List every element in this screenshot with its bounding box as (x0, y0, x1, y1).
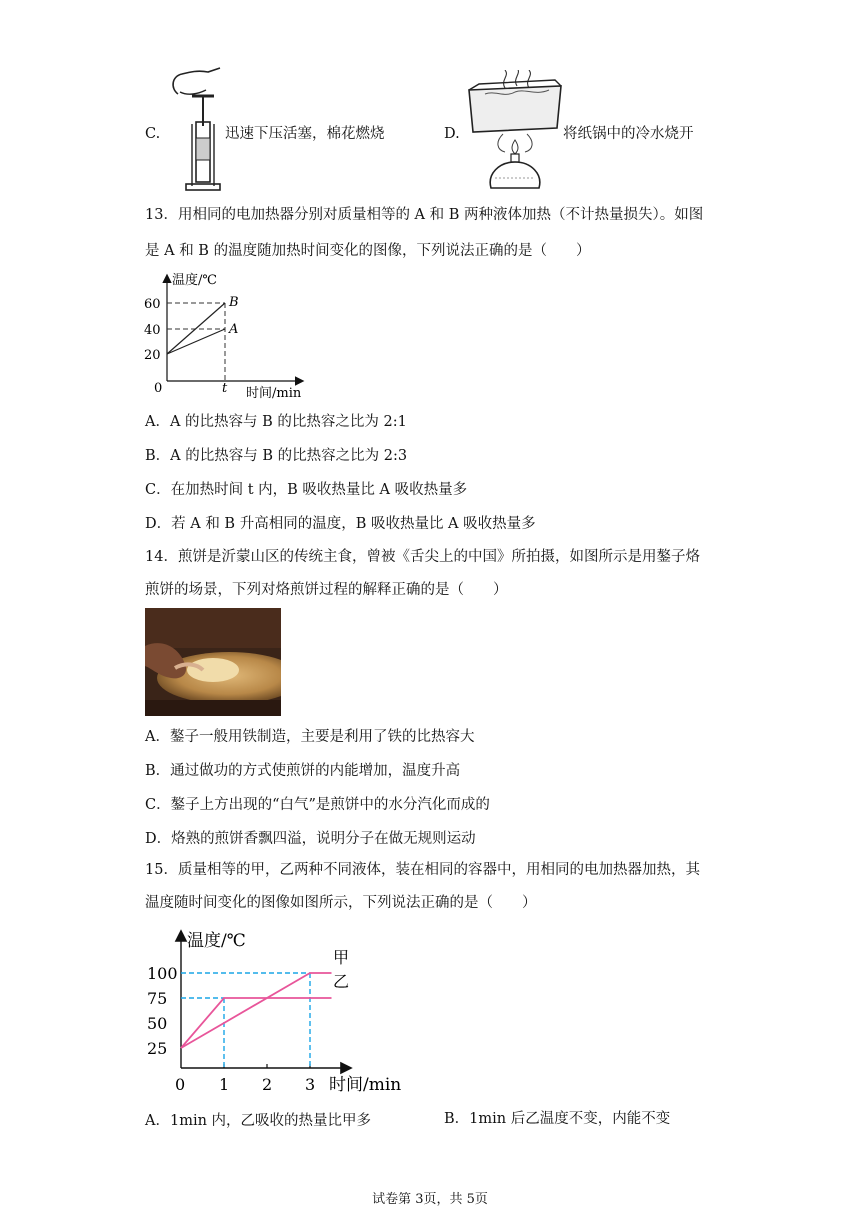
q14-option-b: B．通过做功的方式使煎饼的内能增加，温度升高 (145, 763, 461, 779)
q15-stem-line2: 温度随时间变化的图像如图所示，下列说法正确的是（ ） (145, 895, 537, 911)
chart1-origin-label: 0 (154, 381, 163, 396)
q15-stem-line1: 15．质量相等的甲，乙两种不同液体，装在相同的容器中，用相同的电加热器加热，其 (145, 862, 700, 878)
q13-option-a: A．A 的比热容与 B 的比热容之比为 2:1 (145, 414, 407, 430)
chart1-xtick-t: t (222, 381, 228, 396)
q13-stem-line1: 13．用相同的电加热器分别对质量相等的 A 和 B 两种液体加热（不计热量损失）。如图 (145, 207, 704, 223)
q14-option-d: D．烙熟的煎饼香飘四溢，说明分子在做无规则运动 (145, 831, 476, 847)
q15-option-b: B．1min 后乙温度不变，内能不变 (444, 1111, 671, 1127)
chart2-ytick-100: 100 (147, 964, 178, 983)
q14-stem-line1: 14．煎饼是沂蒙山区的传统主食，曾被《舌尖上的中国》所拍摄，如图所示是用鏊子烙 (145, 549, 700, 565)
q13-option-c: C．在加热时间 t 内，B 吸收热量比 A 吸收热量多 (145, 482, 468, 498)
chart1-ytick-60: 60 (144, 297, 161, 312)
chart2-xtick-3: 3 (305, 1075, 316, 1094)
chart2-series-yi-line (181, 998, 332, 1048)
chart2-ytick-50: 50 (147, 1014, 168, 1033)
q13-stem-line2: 是 A 和 B 的温度随加热时间变化的图像，下列说法正确的是（ ） (145, 243, 591, 259)
chart1-series-b-label: B (229, 295, 239, 310)
q12-option-c-text: 迅速下压活塞，棉花燃烧 (225, 126, 385, 142)
chart2-ytick-25: 25 (147, 1039, 168, 1058)
page-footer: 试卷第 3页，共 5页 (372, 1192, 488, 1207)
jianbing-photo (145, 608, 281, 716)
q15-option-a: A．1min 内，乙吸收的热量比甲多 (145, 1113, 372, 1129)
q14-option-a: A．鏊子一般用铁制造，主要是利用了铁的比热容大 (145, 729, 475, 745)
chart2-ytick-75: 75 (147, 989, 168, 1008)
q15-temperature-chart (145, 924, 405, 1096)
chart1-ytick-40: 40 (144, 323, 161, 338)
chart1-series-a-line (167, 329, 225, 354)
q12-option-c-label: C. (145, 126, 161, 142)
chart1-series-a-label: A (229, 322, 239, 337)
chart2-y-label: 温度/℃ (187, 931, 246, 951)
q13-option-b: B．A 的比热容与 B 的比热容之比为 2:3 (145, 448, 408, 464)
chart1-y-label: 温度/℃ (172, 273, 217, 288)
chart2-series-yi-label: 乙 (333, 972, 350, 991)
q12-option-d-text: 将纸锅中的冷水烧开 (563, 126, 694, 142)
piston-apparatus-illustration (168, 66, 228, 196)
chart2-xtick-1: 1 (219, 1075, 230, 1094)
q14-option-c: C．鏊子上方出现的“白气”是煎饼中的水分汽化而成的 (145, 797, 490, 813)
chart2-origin-label: 0 (175, 1075, 186, 1094)
q12-option-d-label: D. (444, 126, 460, 142)
chart2-xtick-2: 2 (262, 1075, 273, 1094)
chart2-series-jia-label: 甲 (333, 948, 350, 967)
chart2-x-label: 时间/min (329, 1075, 402, 1095)
q14-stem-line2: 煎饼的场景，下列对烙煎饼过程的解释正确的是（ ） (145, 582, 508, 598)
q13-temperature-chart (140, 268, 330, 403)
q13-option-d: D．若 A 和 B 升高相同的温度，B 吸收热量比 A 吸收热量多 (145, 516, 536, 532)
paper-pot-illustration (465, 70, 565, 195)
chart2-series-jia-line (181, 973, 332, 1048)
chart1-x-label: 时间/min (246, 386, 302, 401)
chart1-ytick-20: 20 (144, 348, 161, 363)
